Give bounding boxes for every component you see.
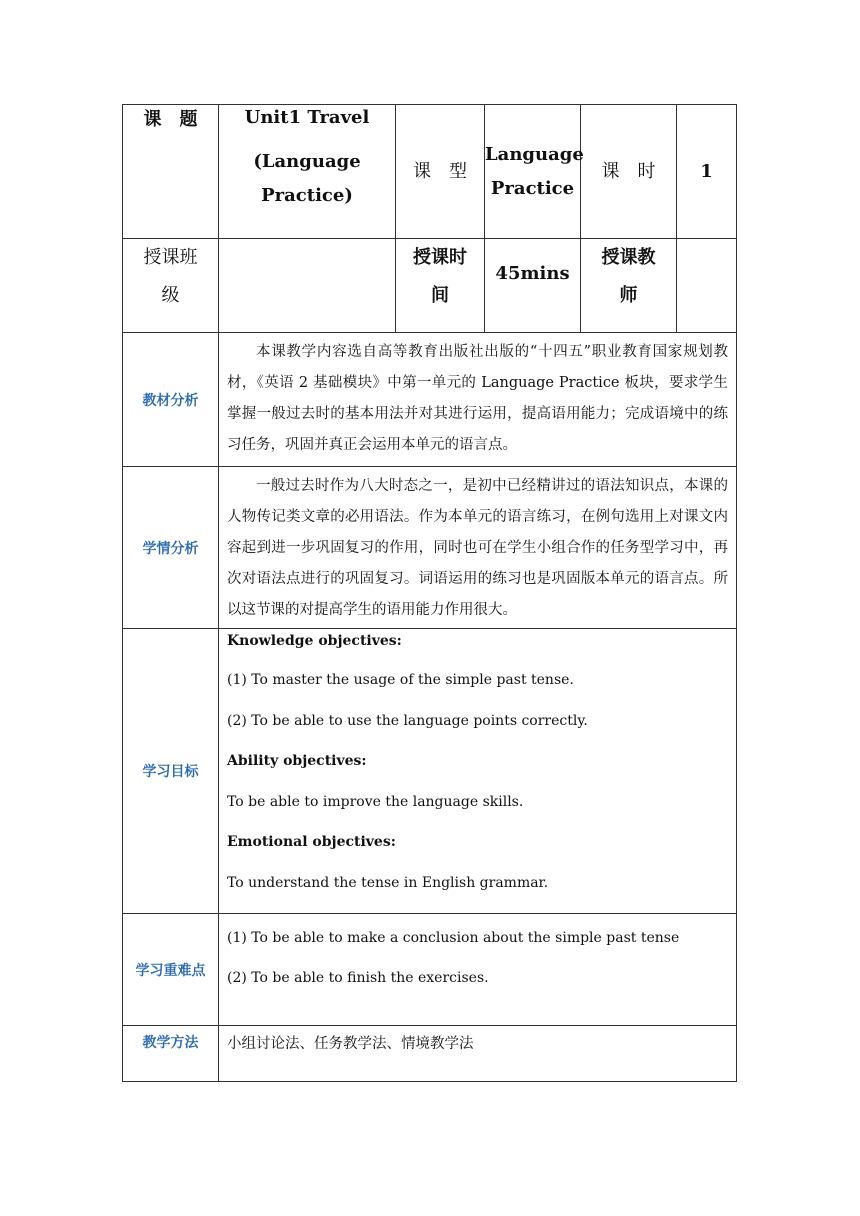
header-row-1 bbox=[123, 105, 737, 239]
header-row-2 bbox=[123, 239, 737, 333]
students-row bbox=[123, 467, 737, 629]
type-label: 课 型 bbox=[413, 160, 467, 182]
material-text: 本课教学内容选自高等教育出版社出版的“十四五”职业教育国家规划教材，《英语 2 基础模块》中第一单元的 Language Practice 板块，要求学生掌握一般过去时的基本用法并对其进行运用，提高语用能力；完成语境中的练习任务，巩固并真正会运用本单元的语言点。 bbox=[219, 333, 737, 467]
knowledge-item-1: (1) To master the usage of the simple past tense. bbox=[227, 672, 574, 688]
hours-value: 1 bbox=[700, 160, 713, 182]
type-value-line-1: Language bbox=[485, 143, 584, 165]
type-label-cell bbox=[396, 105, 485, 239]
teacher-value-cell bbox=[677, 239, 737, 333]
emotional-objectives-text: To understand the tense in English grammar. bbox=[227, 874, 549, 891]
students-text: 一般过去时作为八大时态之一，是初中已经精讲过的语法知识点，本课的人物传记类文章的必用语法。作为本单元的语言练习，在例句选用上对课文内容起到进一步巩固复习的作用，同时也可在学生小组合作的任务型学习中，再次对语法点进行的巩固复习。词语运用的练习也是巩固版本单元的语言点。所以这节课的对提高学生的语用能力作用很大。 bbox=[219, 467, 737, 629]
hours-label-cell bbox=[581, 105, 677, 239]
difficulty-item-1: (1) To be able to make a conclusion about the simple past tense bbox=[227, 930, 680, 946]
time-value-cell bbox=[485, 239, 581, 333]
topic-value-cell bbox=[219, 105, 396, 239]
students-label: 学情分析 bbox=[123, 467, 219, 629]
hours-label: 课 时 bbox=[601, 160, 656, 182]
class-value-cell bbox=[219, 239, 396, 333]
class-label-line-2: 级 bbox=[161, 285, 180, 306]
topic-label-cell bbox=[123, 105, 219, 239]
methods-label: 教学方法 bbox=[123, 1026, 219, 1082]
teacher-label-line-1: 授课教 bbox=[601, 247, 656, 268]
time-value: 45mins bbox=[495, 263, 570, 284]
ability-objectives-text: To be able to improve the language skills. bbox=[227, 793, 524, 810]
class-label-cell bbox=[123, 239, 219, 333]
knowledge-objectives-title: Knowledge objectives: bbox=[227, 633, 402, 649]
topic-value-line-1: Unit1 Travel bbox=[244, 107, 370, 128]
ability-objectives-title: Ability objectives: bbox=[227, 753, 367, 769]
lesson-plan-table bbox=[122, 104, 737, 1082]
teacher-label-cell bbox=[581, 239, 677, 333]
methods-row bbox=[123, 1026, 737, 1082]
knowledge-item-2: (2) To be able to use the language points correctly. bbox=[227, 712, 588, 729]
topic-label: 课 题 bbox=[143, 109, 198, 130]
material-row bbox=[123, 333, 737, 467]
hours-value-cell bbox=[677, 105, 737, 239]
time-label-line-2: 间 bbox=[431, 285, 449, 306]
emotional-objectives-title: Emotional objectives: bbox=[227, 834, 396, 850]
topic-value-line-2: (Language bbox=[253, 151, 361, 172]
teacher-label-line-2: 师 bbox=[619, 285, 638, 306]
time-label-cell bbox=[396, 239, 485, 333]
objectives-cell bbox=[219, 629, 737, 914]
type-value-line-2: Practice bbox=[490, 177, 575, 199]
methods-text: 小组讨论法、任务教学法、情境教学法 bbox=[219, 1026, 737, 1082]
objectives-row bbox=[123, 629, 737, 914]
difficulties-label: 学习重难点 bbox=[123, 914, 219, 1026]
difficulties-cell bbox=[219, 914, 737, 1026]
material-label: 教材分析 bbox=[123, 333, 219, 467]
difficulties-row bbox=[123, 914, 737, 1026]
time-label-line-1: 授课时 bbox=[413, 247, 467, 268]
class-label-line-1: 授课班 bbox=[143, 247, 198, 268]
type-value-cell bbox=[485, 105, 584, 239]
difficulty-item-2: (2) To be able to finish the exercises. bbox=[227, 970, 489, 986]
topic-value-line-3: Practice) bbox=[261, 185, 353, 206]
objectives-label: 学习目标 bbox=[123, 629, 219, 914]
